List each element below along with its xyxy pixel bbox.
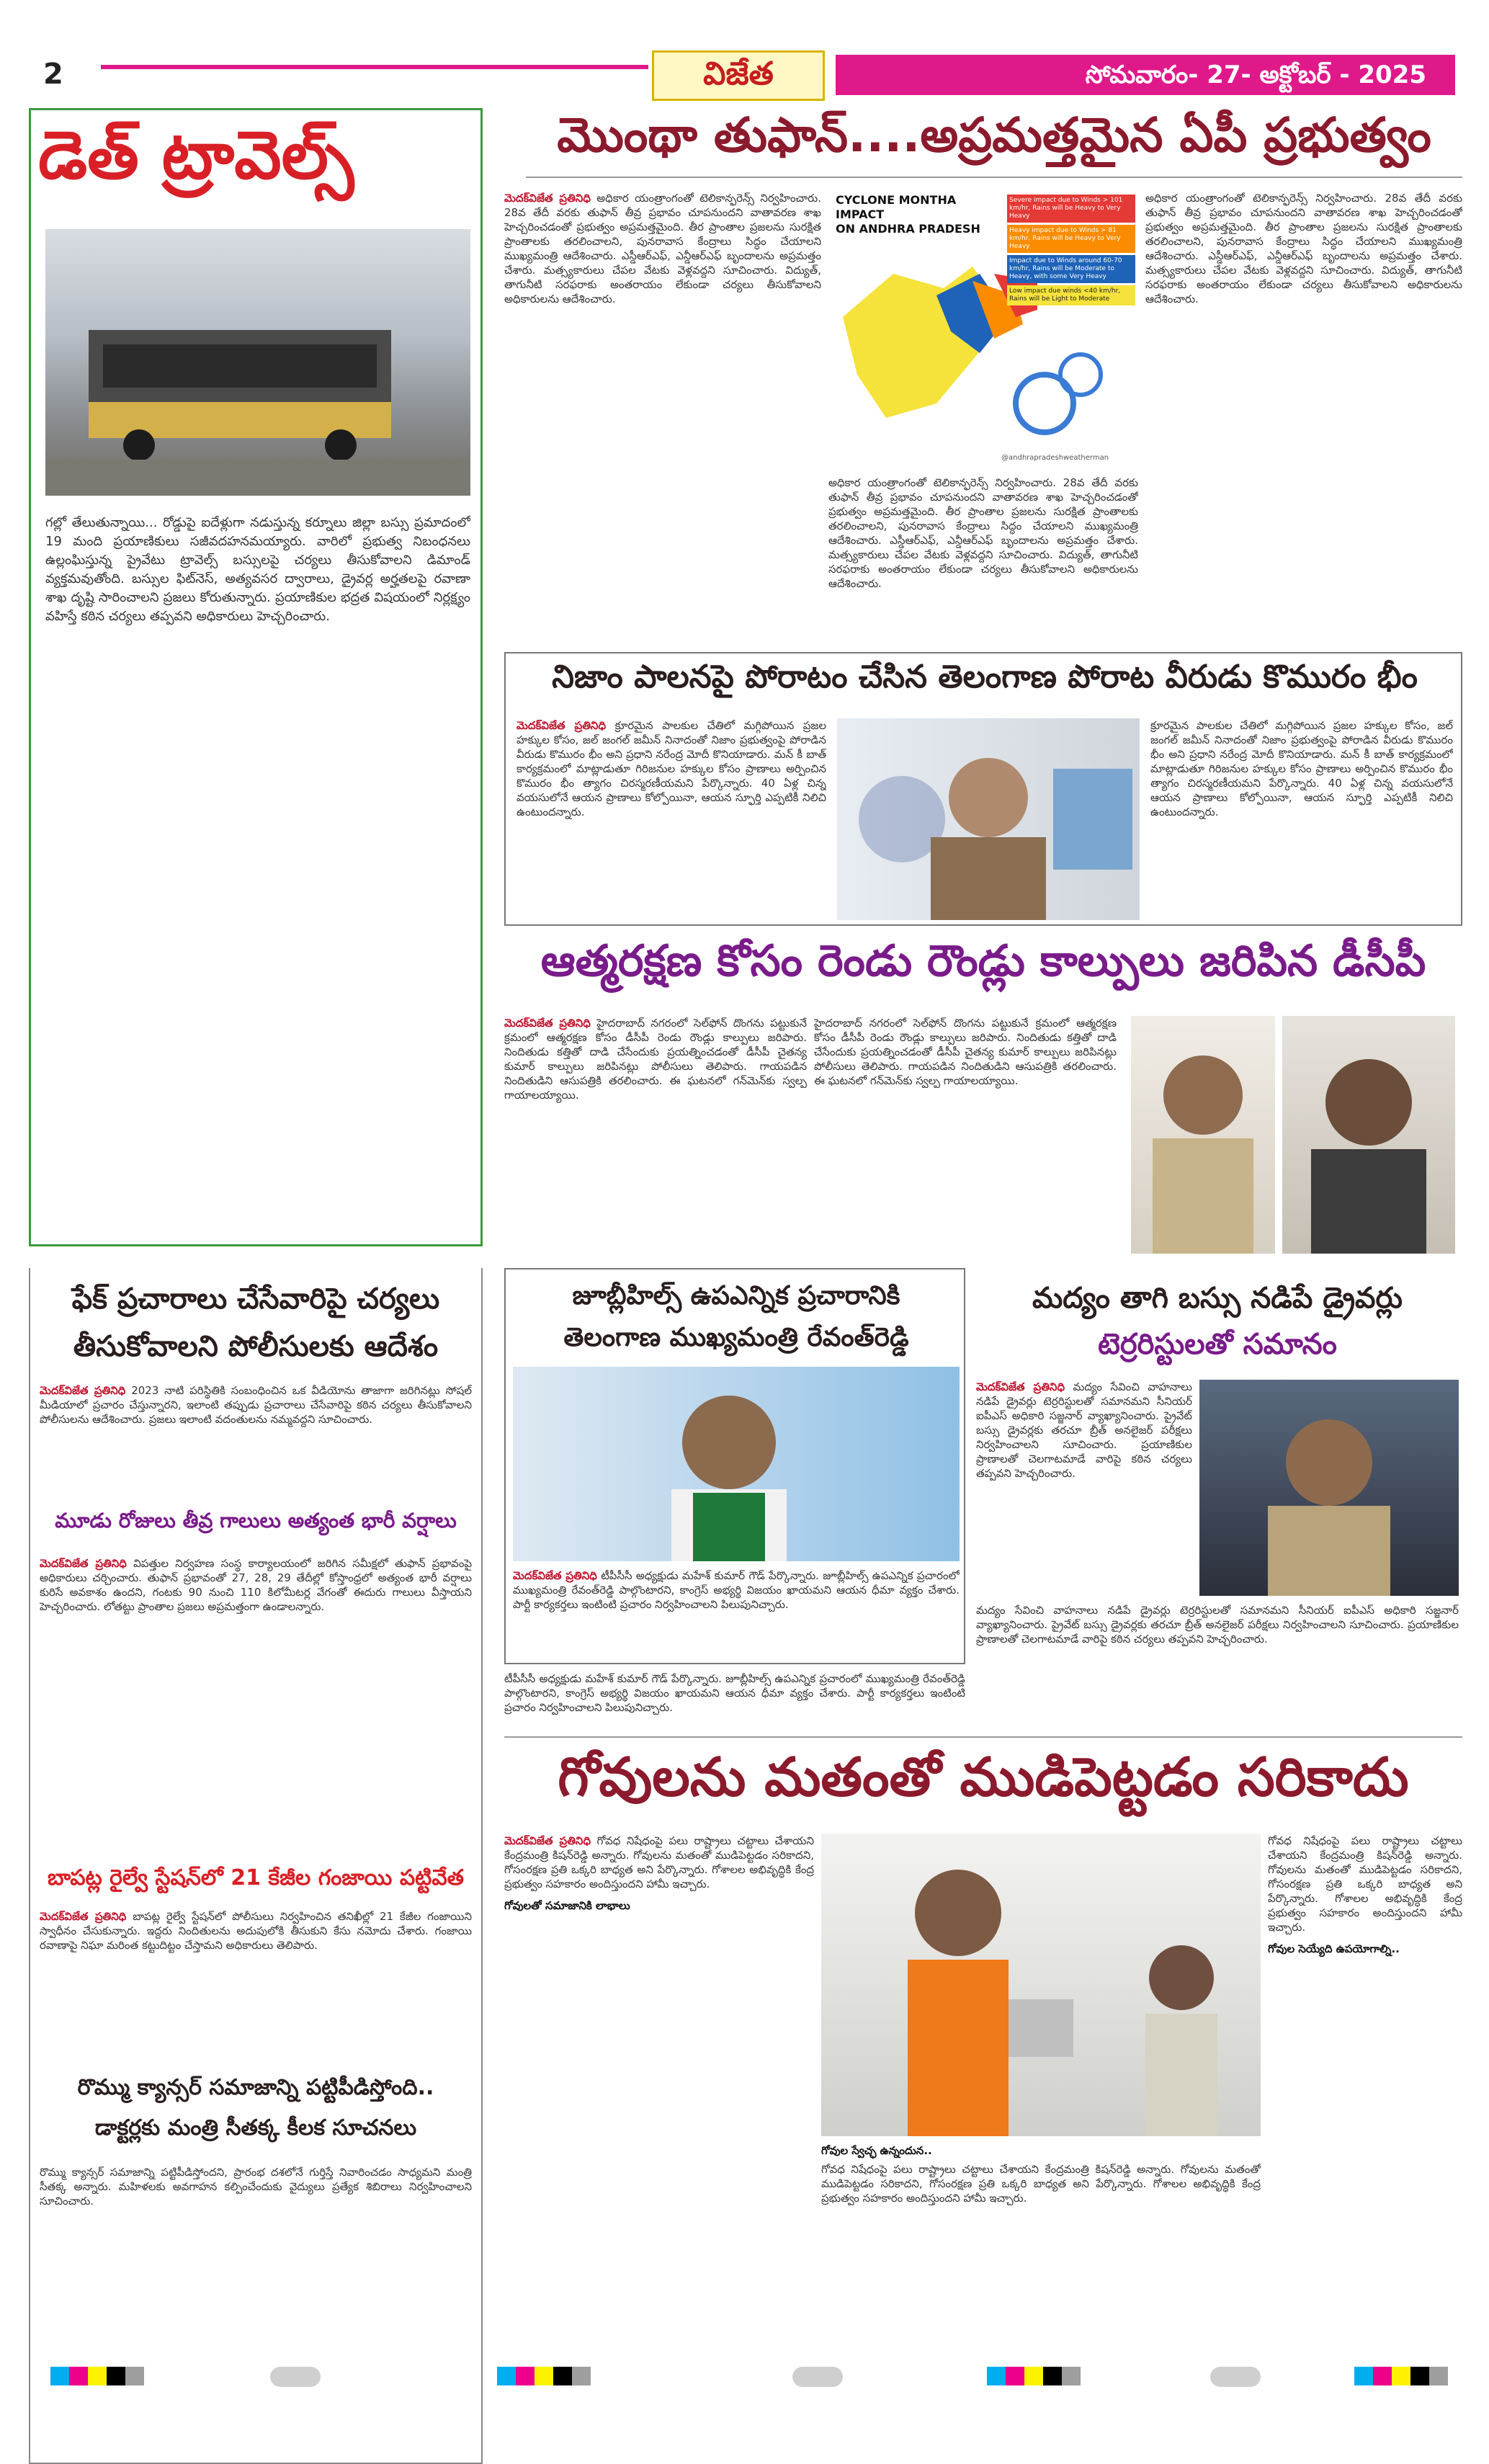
cancer-headline xyxy=(40,2068,472,2154)
sajjanar-photo xyxy=(1199,1380,1459,1596)
register-pill-2 xyxy=(792,2367,843,2387)
modi-photo xyxy=(837,718,1140,920)
cows-dateline: మెదక్‌విజేత ప్రతినిధి xyxy=(504,1834,591,1847)
cows-headline: గోవులను మతంతో ముడిపెట్టడం సరికాదు xyxy=(558,1747,1409,1808)
dcp-dateline: మెదక్‌విజేత ప్రతినిధి xyxy=(504,1017,591,1030)
montha-col1 xyxy=(504,191,821,645)
montha-body: అధికార యంత్రాంగంతో టెలికాన్ఫరెన్స్ నిర్వహించారు. 28వ తేదీ వరకు తుఫాన్ తీవ్ర ప్రభావం చూపనుందని వాతావరణ శాఖ హెచ్చరించడంతో ప్రభుత్వం అప్రమత్తమైంది. తీర ప్రాంతాల ప్రజలను సురక్షిత ప్రాంతాలకు తరలించాలని, పునరావాస కేంద్రాలు సిద్ధం చేయాలని ముఖ్యమంత్రి ఆదేశించారు. ఎస్డీఆర్ఎఫ్, ఎన్డీఆర్ఎఫ్ బృందాలను అప్రమత్తం చేశారు. మత్స్యకారులు చేపల వేటకు వెళ్లవద్దని సూచించారు. విద్యుత్, తాగునీటి సరఫరాకు అంతరాయం లేకుండా చర్యలు తీసుకోవాలని అధికారులను ఆదేశించారు. xyxy=(504,192,821,305)
drunk-dateline: మెదక్‌విజేత ప్రతినిధి xyxy=(976,1380,1065,1393)
jubilee-col xyxy=(513,1568,960,1662)
ganja-body: బాపట్ల రైల్వే స్టేషన్‌లో పోలీసులు నిర్వహించిన తనిఖీల్లో 21 కేజీల గంజాయిని స్వాధీనం చేసుకున్నారు. ఇద్దరు నిందితులను అదుపులోకి తీసుకుని కేసు నమోదు చేశారు. గంజాయి రవాణాపై నిఘా మరింత కట్టుదిట్టం చేస్తామని అధికారులు తెలిపారు. xyxy=(40,1910,472,1952)
drunk-col2: మద్యం సేవించి వాహనాలు నడిపే డ్రైవర్లు టెర్రరిస్టులతో సమానమని సీనియర్ ఐపీఎస్ అధికారి సజ్జనార్ వ్యాఖ్యానించారు. ప్రైవేట్ బస్సు డ్రైవర్లకు తరచూ బ్రీత్ అనలైజర్ పరీక్షలు నిర్వహించాలని సూచించారు. ప్రయాణికుల ప్రాణాలతో చెలగాటమాడే వారిపై కఠిన చర్యలు తప్పవని హెచ్చరించారు. xyxy=(976,1604,1459,1646)
cows-body-2: గోవధ నిషేధంపై పలు రాష్ట్రాలు చట్టాలు చేశాయని కేంద్రమంత్రి కిషన్‌రెడ్డి అన్నారు. గోవులను మతంతో ముడిపెట్టడం సరికాదని, గోసంరక్షణ ప్రతి ఒక్కరి బాధ్యత అని పేర్కొన్నారు. గోశాలల అభివృద్ధికి కేంద్ర ప్రభుత్వం సహకారం అందిస్తుందని హామీ ఇచ్చారు. xyxy=(821,2163,1261,2205)
cyclone-map-title xyxy=(836,193,1001,236)
ganja-headline: బాపట్ల రైల్వే స్టేషన్‌లో 21 కేజీల గంజాయి పట్టివేత xyxy=(48,1866,464,1891)
color-bar-2 xyxy=(497,2367,641,2385)
header-rule-left xyxy=(101,65,648,69)
rains-col xyxy=(40,1556,472,1844)
cows-subhead-2: గోవుల స్వేచ్ఛ ఉన్నందున.. xyxy=(821,2144,932,2157)
dcp-col1 xyxy=(504,1016,807,1261)
dcp-officer-photo xyxy=(1131,1016,1275,1254)
fake-headline-line2: తీసుకోవాలని పోలీసులకు ఆదేశం xyxy=(73,1330,439,1363)
drunk-headline-line2: టెర్రరిస్టులతో సమానం xyxy=(1098,1328,1337,1361)
bus-fire-illustration xyxy=(45,229,470,496)
fake-col xyxy=(40,1383,472,1495)
mahesh-goud-photo xyxy=(513,1367,960,1561)
dcp-body: హైదరాబాద్ నగరంలో సెల్‌ఫోన్ దొంగను పట్టుకునే క్రమంలో ఆత్మరక్షణ కోసం డీసీపీ రెండు రౌండ్లు కాల్పులు జరిపారు. నిందితుడు కత్తితో దాడి చేసేందుకు ప్రయత్నించడంతో డీసీపీ చైతన్య కుమార్ కాల్పులు జరిపినట్లు పోలీసులు తెలిపారు. గాయపడిన నిందితుడిని ఆసుపత్రికి తరలించారు. ఈ ఘటనలో గన్‌మెన్‌కు స్వల్ప గాయాలయ్యాయి. xyxy=(504,1017,807,1102)
print-registration-bar xyxy=(29,2356,1470,2399)
dcp-col2: హైదరాబాద్ నగరంలో సెల్‌ఫోన్ దొంగను పట్టుకునే క్రమంలో ఆత్మరక్షణ కోసం డీసీపీ రెండు రౌండ్లు కాల్పులు జరిపారు. నిందితుడు కత్తితో దాడి చేసేందుకు ప్రయత్నించడంతో డీసీపీ చైతన్య కుమార్ కాల్పులు జరిపినట్లు పోలీసులు తెలిపారు. గాయపడిన నిందితుడిని ఆసుపత్రికి తరలించారు. ఈ ఘటనలో గన్‌మెన్‌కు స్వల్ప గాయాలయ్యాయి. xyxy=(814,1017,1117,1087)
jubilee-headline-line2: తెలంగాణ ముఖ్యమంత్రి రేవంత్‌రెడ్డి xyxy=(563,1323,909,1352)
rains-dateline: మెదక్‌విజేత ప్రతినిధి xyxy=(40,1557,127,1570)
accused-illustration xyxy=(1282,1016,1455,1254)
fake-headline-line1: ఫేక్ ప్రచారాలు చేసేవారిపై చర్యలు xyxy=(71,1282,440,1316)
date-band: సోమవారం- 27- అక్టోబర్ - 2025 xyxy=(836,55,1455,95)
montha-col3: అధికార యంత్రాంగంతో టెలికాన్ఫరెన్స్ నిర్వహించారు. 28వ తేదీ వరకు తుఫాన్ తీవ్ర ప్రభావం చూపనుందని వాతావరణ శాఖ హెచ్చరించడంతో ప్రభుత్వం అప్రమత్తమైంది. తీర ప్రాంతాల ప్రజలను సురక్షిత ప్రాంతాలకు తరలించాలని, పునరావాస కేంద్రాలు సిద్ధం చేయాలని ముఖ్యమంత్రి ఆదేశించారు. ఎస్డీఆర్ఎఫ్, ఎన్డీఆర్ఎఫ్ బృందాలను అప్రమత్తం చేశారు. మత్స్యకారులు చేపల వేటకు వెళ్లవద్దని సూచించారు. విద్యుత్, తాగునీటి సరఫరాకు అంతరాయం లేకుండా చర్యలు తీసుకోవాలని అధికారులను ఆదేశించారు. xyxy=(1145,192,1462,305)
komaram-headline: నిజాం పాలనపై పోరాటం చేసిన తెలంగాణ పోరాట వీరుడు కొమురం భీం xyxy=(552,659,1418,695)
fake-body: 2023 నాటి పరిస్థితికి సంబంధించిన ఒక వీడియోను తాజాగా జరిగినట్లు సోషల్ మీడియాలో ప్రచారం చేస్తున్నారని, ఇలాంటి తప్పుడు ప్రచారాలు చేసేవారిపై కఠిన చర్యలు తీసుకోవాలని పోలీసులను ఆదేశించారు. ప్రజలు ఇలాంటి వదంతులను నమ్మవద్దని సూచించారు. xyxy=(40,1384,472,1426)
bus-fire-photo xyxy=(45,229,470,496)
page-number: 2 xyxy=(43,58,63,91)
montha-headline: మొంథా తుఫాన్....అప్రమత్తమైన ఏపీ ప్రభుత్వం xyxy=(557,108,1431,163)
fake-headline xyxy=(40,1275,472,1376)
death-travels-headline: డెత్ ట్రావెల్స్ xyxy=(38,117,354,194)
montha-map xyxy=(828,187,1138,468)
rains-body: విపత్తుల నిర్వహణ సంస్థ కార్యాలయంలో జరిగిన సమీక్షలో తుఫాన్ ప్రభావంపై అధికారులు చర్చించారు. తుఫాన్ ప్రభావంతో 27, 28, 29 తేదీల్లో కోస్తాంధ్రలో అత్యంత భారీ వర్షాలు కురిసే అవకాశం ఉందని, గంటకు 90 నుంచి 110 కిలోమీటర్ల వేగంతో ఈదురు గాలులు వీస్తాయని హెచ్చరించారు. లోతట్టు ప్రాంతాల ప్రజలు అప్రమత్తంగా ఉండాలన్నారు. xyxy=(40,1557,472,1613)
cancer-headline-line2: డాక్టర్లకు మంత్రి సీతక్క కీలక సూచనలు xyxy=(94,2115,417,2141)
rains-headline: మూడు రోజులు తీవ్ర గాలులు అత్యంత భారీ వర్షాలు xyxy=(55,1509,457,1532)
mahesh-goud-illustration xyxy=(513,1367,960,1561)
ganja-col xyxy=(40,1909,472,2053)
cows-body: గోవధ నిషేధంపై పలు రాష్ట్రాలు చట్టాలు చేశాయని కేంద్రమంత్రి కిషన్‌రెడ్డి అన్నారు. గోవులను మతంతో ముడిపెట్టడం సరికాదని, గోసంరక్షణ ప్రతి ఒక్కరి బాధ్యత అని పేర్కొన్నారు. గోశాలల అభివృద్ధికి కేంద్ర ప్రభుత్వం సహకారం అందిస్తుందని హామీ ఇచ్చారు. xyxy=(504,1834,814,1891)
cows-rule xyxy=(504,1736,1462,1738)
color-bar-1 xyxy=(50,2367,194,2385)
legend-heavy: Heavy impact due to Winds > 81 km/hr, Rains will be Heavy to Very Heavy xyxy=(1007,225,1135,253)
cyclone-map-title-line1: CYCLONE MONTHA IMPACT xyxy=(836,193,957,221)
cancer-headline-line1: రొమ్ము క్యాన్సర్ సమాజాన్ని పట్టిపీడిస్తోంది.. xyxy=(77,2075,434,2100)
legend-severe: Severe impact due to Winds > 101 km/hr, Rains will be Heavy to Very Heavy xyxy=(1007,195,1135,223)
color-bar-4 xyxy=(1354,2367,1462,2385)
register-pill-1 xyxy=(270,2367,321,2387)
jubilee-box xyxy=(504,1268,965,1664)
montha-col2: అధికార యంత్రాంగంతో టెలికాన్ఫరెన్స్ నిర్వహించారు. 28వ తేదీ వరకు తుఫాన్ తీవ్ర ప్రభావం చూపనుందని వాతావరణ శాఖ హెచ్చరించడంతో ప్రభుత్వం అప్రమత్తమైంది. తీర ప్రాంతాల ప్రజలను సురక్షిత ప్రాంతాలకు తరలించాలని, పునరావాస కేంద్రాలు సిద్ధం చేయాలని ముఖ్యమంత్రి ఆదేశించారు. ఎస్డీఆర్ఎఫ్, ఎన్డీఆర్ఎఫ్ బృందాలను అప్రమత్తం చేశారు. మత్స్యకారులు చేపల వేటకు వెళ్లవద్దని సూచించారు. విద్యుత్, తాగునీటి సరఫరాకు అంతరాయం లేకుండా చర్యలు తీసుకోవాలని అధికారులను ఆదేశించారు. xyxy=(828,476,1138,590)
cancer-col: రొమ్ము క్యాన్సర్ సమాజాన్ని పట్టిపీడిస్తోందని, ప్రారంభ దశలోనే గుర్తిస్తే నివారించడం సాధ్యమని మంత్రి సీతక్క అన్నారు. మహిళలకు అవగాహన కల్పించేందుకు వైద్యులు ప్రత్యేక శిబిరాలు నిర్వహించాలని సూచించారు. xyxy=(40,2166,472,2208)
cows-col1 xyxy=(504,1834,814,2338)
legend-low: Low impact due winds <40 km/hr, Rains will be Light to Moderate xyxy=(1007,285,1135,305)
komaram-dateline: మెదక్‌విజేత ప్రతినిధి xyxy=(517,719,607,732)
jubilee-headline-line1: జూబ్లీహిల్స్ ఉపఎన్నిక ప్రచారానికి xyxy=(572,1281,900,1311)
cyclone-map-legend xyxy=(1007,195,1135,375)
modi-photo-illustration xyxy=(837,718,1140,920)
death-travels-body: గల్లో తేలుతున్నాయి... రోడ్డుపై ఐదేళ్లుగా నడుస్తున్న కర్నూలు జిల్లా బస్సు ప్రమాదంలో 19 మంది ప్రయాణికులు సజీవదహనమయ్యారు. వారిలో ప్రభుత్వ నిబంధనలు ఉల్లంఘిస్తున్న ప్రైవేటు ట్రావెల్స్ బస్సులపై చర్యలు తీసుకోవాలని డిమాండ్ వ్యక్తమవుతోంది. బస్సుల ఫిట్‌నెస్, అత్యవసర ద్వారాలు, డ్రైవర్ల అర్హతలపై రవాణా శాఖ దృష్టి సారించాలని ప్రజలు కోరుతున్నారు. ప్రయాణికుల భద్రత విషయంలో నిర్లక్ష్యం వహిస్తే కఠిన చర్యలు తప్పవని అధికారులు హెచ్చరించారు. xyxy=(45,515,470,624)
montha-dateline: మెదక్‌విజేత ప్రతినిధి xyxy=(504,192,591,205)
drunk-col1 xyxy=(976,1380,1192,1596)
drunk-headline-line1: మద్యం తాగి బస్సు నడిపే డ్రైవర్లు xyxy=(1032,1282,1403,1315)
drunk-headline xyxy=(972,1275,1462,1369)
ganja-dateline: మెదక్‌విజేత ప్రతినిధి xyxy=(40,1910,127,1923)
dcp-officer-illustration xyxy=(1131,1016,1275,1254)
cows-col3 xyxy=(1268,1834,1462,2338)
kishan-reddy-illustration xyxy=(821,1834,1261,2136)
komaram-body: క్రూరమైన పాలకుల చేతిలో మగ్గిపోయిన ప్రజల హక్కుల కోసం, జల్ జంగల్ జమీన్ నినాదంతో నిజాం ప్రభుత్వంపై పోరాడిన వీరుడు కొమురం భీం అని ప్రధాని నరేంద్ర మోదీ కొనియాడారు. మన్ కీ బాత్ కార్యక్రమంలో మాట్లాడుతూ గిరిజనుల హక్కుల కోసం ప్రాణాలు అర్పించిన కొమురం భీం త్యాగం చిరస్మరణీయమని పేర్కొన్నారు. 40 ఏళ్ల చిన్న వయసులోనే ఆయన ప్రాణాలు కోల్పోయినా, ఆయన స్ఫూర్తి ఎప్పటికీ నిలిచి ఉంటుందన్నారు. xyxy=(517,719,826,818)
cyclone-map-title-line2: ON ANDHRA PRADESH xyxy=(836,222,980,236)
cows-subhead-1: గోవులతో సమాజానికి లాభాలు xyxy=(504,1899,630,1912)
drunk-body: మద్యం సేవించి వాహనాలు నడిపే డ్రైవర్లు టెర్రరిస్టులతో సమానమని సీనియర్ ఐపీఎస్ అధికారి సజ్జనార్ వ్యాఖ్యానించారు. ప్రైవేట్ బస్సు డ్రైవర్లకు తరచూ బ్రీత్ అనలైజర్ పరీక్షలు నిర్వహించాలని సూచించారు. ప్రయాణికుల ప్రాణాలతో చెలగాటమాడే వారిపై కఠిన చర్యలు తప్పవని హెచ్చరించారు. xyxy=(976,1380,1192,1480)
dcp-headline: ఆత్మరక్షణ కోసం రెండు రౌండ్లు కాల్పులు జరిపిన డీసీపీ xyxy=(540,937,1426,986)
jubilee-cont: టీపీసీసీ అధ్యక్షుడు మహేశ్ కుమార్ గౌడ్ పేర్కొన్నారు. జూబ్లీహిల్స్ ఉపఎన్నిక ప్రచారంలో ముఖ్యమంత్రి రేవంత్‌రెడ్డి పాల్గొంటారని, కాంగ్రెస్ అభ్యర్థి విజయం ఖాయమని ఆయన ధీమా వ్యక్తం చేశారు. పార్టీ కార్యకర్తలు ఇంటింటి ప్రచారం నిర్వహించాలని పిలుపునిచ్చారు. xyxy=(504,1672,965,1714)
jubilee-body: టీపీసీసీ అధ్యక్షుడు మహేశ్ కుమార్ గౌడ్ పేర్కొన్నారు. జూబ్లీహిల్స్ ఉపఎన్నిక ప్రచారంలో ముఖ్యమంత్రి రేవంత్‌రెడ్డి పాల్గొంటారని, కాంగ్రెస్ అభ్యర్థి విజయం ఖాయమని ఆయన ధీమా వ్యక్తం చేశారు. పార్టీ కార్యకర్తలు ఇంటింటి ప్రచారం నిర్వహించాలని పిలుపునిచ్చారు. xyxy=(513,1569,960,1611)
sajjanar-illustration xyxy=(1199,1380,1459,1596)
death-travels-box xyxy=(29,108,483,1246)
cows-body-3: గోవధ నిషేధంపై పలు రాష్ట్రాలు చట్టాలు చేశాయని కేంద్రమంత్రి కిషన్‌రెడ్డి అన్నారు. గోవులను మతంతో ముడిపెట్టడం సరికాదని, గోసంరక్షణ ప్రతి ఒక్కరి బాధ్యత అని పేర్కొన్నారు. గోశాలల అభివృద్ధికి కేంద్ర ప్రభుత్వం సహకారం అందిస్తుందని హామీ ఇచ్చారు. xyxy=(1268,1834,1462,1934)
register-pill-3 xyxy=(1210,2367,1261,2387)
accused-photo xyxy=(1282,1016,1455,1254)
komaram-col3: క్రూరమైన పాలకుల చేతిలో మగ్గిపోయిన ప్రజల హక్కుల కోసం, జల్ జంగల్ జమీన్ నినాదంతో నిజాం ప్రభుత్వంపై పోరాడిన వీరుడు కొమురం భీం అని ప్రధాని నరేంద్ర మోదీ కొనియాడారు. మన్ కీ బాత్ కార్యక్రమంలో మాట్లాడుతూ గిరిజనుల హక్కుల కోసం ప్రాణాలు అర్పించిన కొమురం భీం త్యాగం చిరస్మరణీయమని పేర్కొన్నారు. 40 ఏళ్ల చిన్న వయసులోనే ఆయన ప్రాణాలు కోల్పోయినా, ఆయన స్ఫూర్తి ఎప్పటికీ నిలిచి ఉంటుందన్నారు. xyxy=(1150,719,1453,818)
legend-moderate: Impact due to Winds around 60-70 km/hr, Rains will be Moderate to Heavy, with some Very Heavy xyxy=(1007,255,1135,283)
fake-dateline: మెదక్‌విజేత ప్రతినిధి xyxy=(40,1384,126,1397)
masthead-logo: విజేత xyxy=(652,50,825,101)
jubilee-headline xyxy=(513,1275,960,1362)
color-bar-3 xyxy=(987,2367,1131,2385)
cows-col2 xyxy=(821,2143,1261,2338)
komaram-box xyxy=(504,652,1462,926)
cows-subhead-3: గోవుల సెయ్యేది ఉపయోగాల్ని.. xyxy=(1268,1942,1400,1955)
cyclone-map-credit: @andhrapradeshweatherman xyxy=(1001,454,1109,462)
montha-rule xyxy=(526,177,1462,178)
komaram-col1 xyxy=(517,718,826,920)
jubilee-dateline: మెదక్‌విజేత ప్రతినిధి xyxy=(513,1569,597,1582)
kishan-reddy-photo xyxy=(821,1834,1261,2136)
